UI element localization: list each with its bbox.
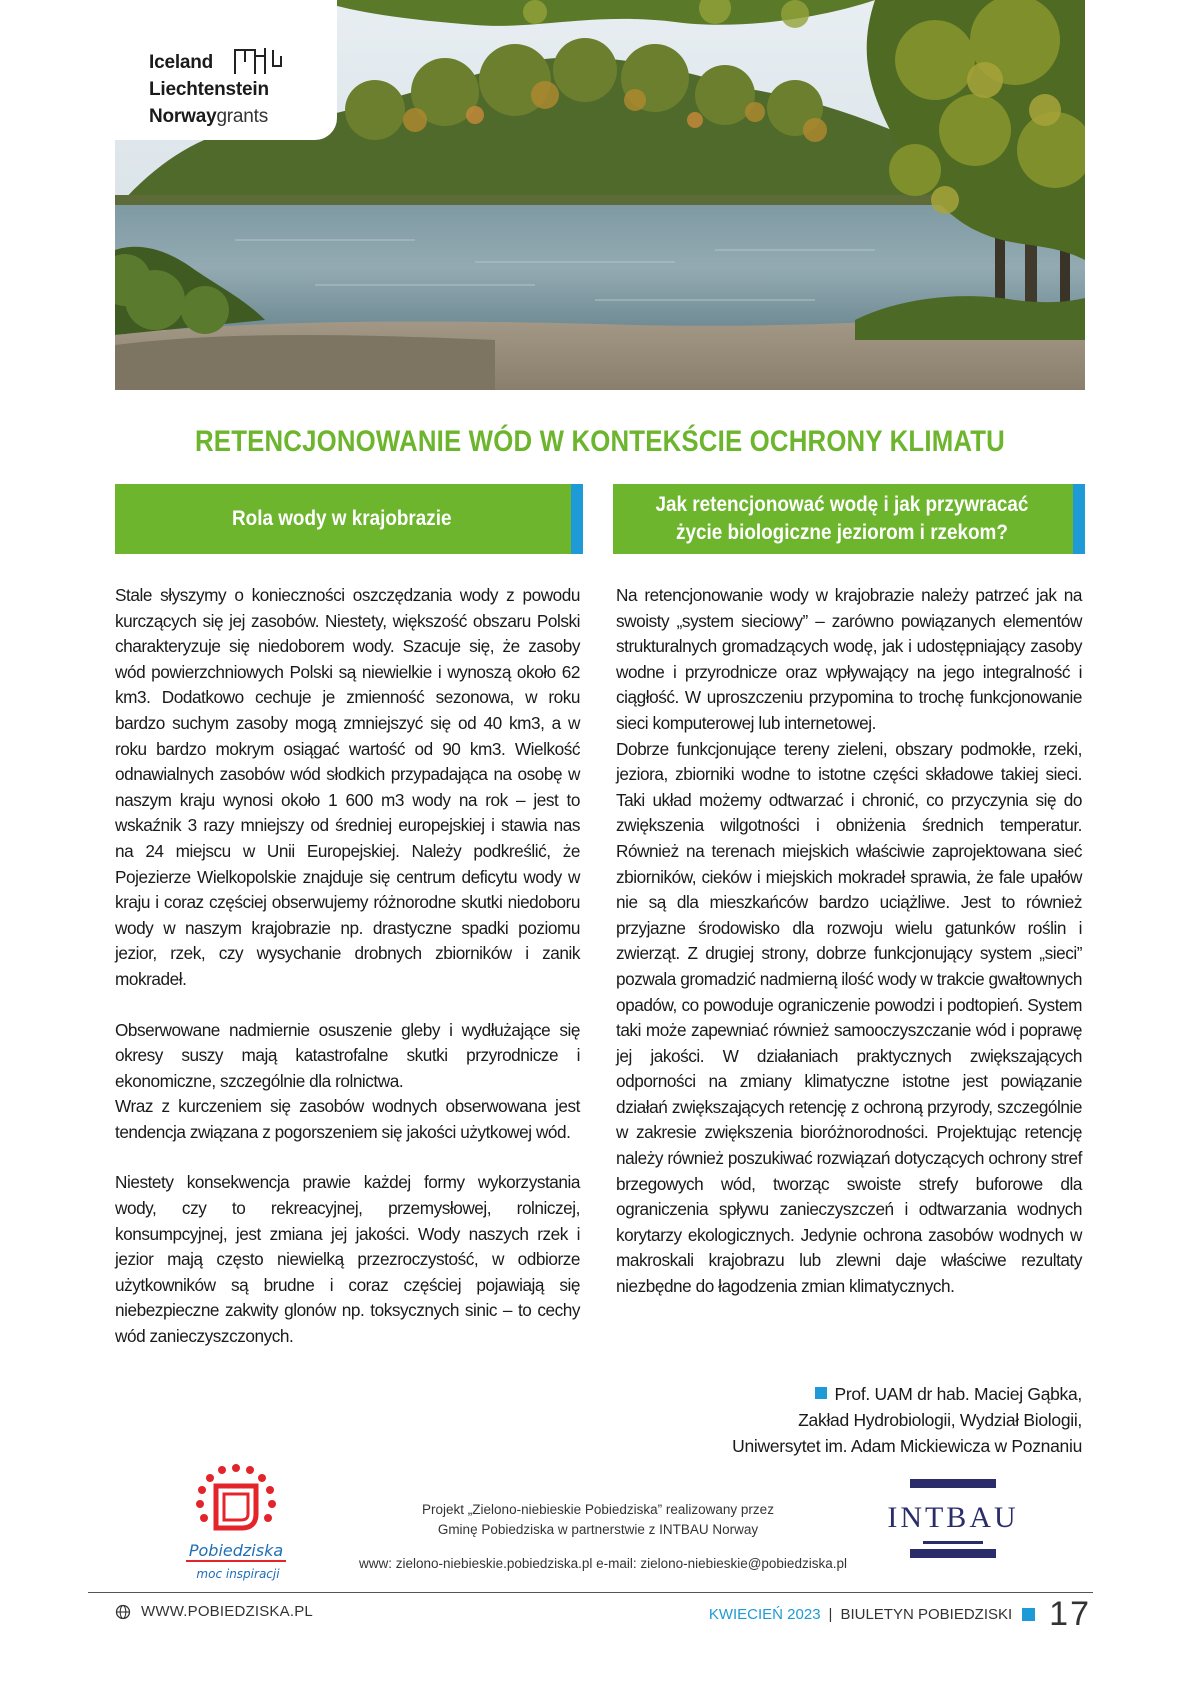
author-line-3: Uniwersytet im. Adam Mickiewicza w Poznaniu: [732, 1436, 1082, 1456]
author-line-2: Zakład Hydrobiologii, Wydział Biologii,: [798, 1410, 1082, 1430]
pobiedziska-logo-name: Pobiedziska: [188, 1541, 284, 1560]
globe-icon: [115, 1604, 131, 1620]
project-info: [388, 1500, 808, 1540]
left-paragraph-2: Obserwowane nadmiernie osuszenie gleby i wydłużające się okresy suszy mają katastrofalne skutki przyrodnicze i ekonomiczne, szczególnie dla rolnictwa.: [115, 1019, 580, 1091]
right-heading-line1: Jak retencjonować wodę i jak przywracać: [655, 493, 1029, 516]
footer-separator: |: [828, 1606, 833, 1623]
heading-accent-bar: [571, 484, 583, 554]
project-line-2: Gminę Pobiedziska w partnerstwie z INTBAU Norway: [437, 1522, 759, 1537]
right-paragraph-1: Na retencjonowanie wody w krajobrazie należy patrzeć jak na swoisty „system sieciowy” – zarówno powiązanych elementów strukturalnych gromadzących wodę, jak i udostępniający zasoby wodne i przyrodnicze oraz wpływający na jego integralność i ciągłość. W uproszczeniu przypomina to trochę funkcjonowanie sieci komputerowej lub internetowej.: [616, 585, 1082, 733]
project-contact: www: zielono-niebieskie.pobiedziska.pl e-mail: zielono-niebieskie@pobiedziska.pl: [359, 1556, 847, 1571]
right-heading-line2: życie biologiczne jeziorom i rzekom?: [675, 521, 1008, 544]
bulletin-name: BIULETYN POBIEDZISKI: [840, 1606, 1013, 1623]
intbau-emblem: [868, 1475, 1038, 1565]
left-paragraph-3: Wraz z kurczeniem się zasobów wodnych obserwowana jest tendencja związana z pogorszeniem się jakości użytkowej wód.: [115, 1096, 580, 1142]
footer-divider: [88, 1592, 1093, 1593]
footer-issue-info: [709, 1595, 1091, 1634]
heading-accent-bar: [1073, 484, 1085, 554]
page-number: 17: [1049, 1595, 1091, 1633]
eea-grants-logo: [115, 0, 337, 140]
logo-line-norway: [149, 106, 268, 128]
grants-logo-mark: [233, 46, 283, 76]
intbau-wordmark: INTBAU: [887, 1501, 1019, 1534]
pobiedziska-emblem: [176, 1462, 296, 1582]
logo-norway: Norway: [149, 106, 217, 127]
intbau-logo: [868, 1475, 1038, 1565]
left-heading-text: Rola wody w krajobrazie: [232, 507, 452, 530]
author-name: Prof. UAM dr hab. Maciej Gąbka,: [834, 1384, 1082, 1404]
left-column: [115, 583, 580, 1350]
issue-month: KWIECIEŃ 2023: [708, 1606, 821, 1623]
square-bullet-icon: [1022, 1608, 1035, 1621]
left-paragraph-1: Stale słyszymy o konieczności oszczędzania wody z powodu kurczących się jej zasobów. Niestety, większość obszaru Polski charakteryzuje się niedoborem wody. Szacuje się, że zasoby wód powierzchniowych Polski są niewielkie i wynoszą około 62 km3. Dodatkowo cechuje je zmienność sezonowa, w roku bardzo suchym zasoby mogą zmniejszyć się od 40 km3, a w roku bardzo mokrym osiągać wartość od 90 km3. Wielkość odnawialnych zasobów wód słodkich przypadająca na osobę w naszym kraju wynosi około 1 600 m3 wody na rok – jest to wskaźnik 3 razy mniejszy od średniej europejskiej i stawia nas na 24 miejscu w Unii Europejskiej. Należy podkreślić, że Pojezierze Wielkopolskie znajduje się centrum deficytu wody w kraju i coraz częściej obserwujemy różnorodne skutki niedoboru wody w naszym krajobrazie np. drastyczne spadki poziomu jezior, rzek, czy wysychanie drobnych zbiorników i zanik mokradeł.: [115, 585, 580, 989]
logo-line-liechtenstein: Liechtenstein: [149, 79, 269, 100]
section-heading-right: [613, 484, 1085, 554]
right-paragraph-2: Dobrze funkcjonujące tereny zieleni, obszary podmokłe, rzeki, jeziora, zbiorniki wodne to istotne części składowe takiej sieci. Taki układ możemy odtwarzać i chronić, co przyczynia się do zwiększenia wilgotności i obniżenia średnich temperatur. Również na terenach miejskich właściwie zaprojektowana sieć zbiorników, cieków i miejskich mokradeł sprawia, że fale upałów nie są dla mieszkańców bardzo uciążliwe. Jest to również przyjazne środowisko dla rozwoju wielu gatunków roślin i zwierząt. Z drugiej strony, dobrze funkcjonujący system „sieci” pozwala gromadzić nadmierną ilość wody w trakcie gwałtownych opadów, co powoduje ograniczenie powodzi i podtopień. System taki może zapewniać również samooczyszczanie wód i poprawę jej jakości. W działaniach praktycznych zwiększających odporności na zmiany klimatyczne istotne jest powiązanie działań zwiększających retencję z ochroną przyrody, szczególnie w zakresie zwiększenia bioróżnorodności. Projektując retencję należy również poszukiwać rozwiązań dotyczących ochrony stref brzegowych wód, tworząc swoiste strefy buforowe dla ograniczenia spływu zanieczyszczeń i odtwarzania wodnych korytarzy ekologicznych. Jedynie ochrona zasobów wodnych w makroskali krajobrazu lub zlewni daje właściwe rezultaty niezbędne do łagodzenia zmian klimatycznych.: [616, 738, 1082, 1297]
author-signature: [732, 1381, 1082, 1459]
website-link[interactable]: WWW.POBIEDZISKA.PL: [141, 1603, 313, 1620]
left-paragraph-4: Niestety konsekwencja prawie każdej formy wykorzystania wody, czy to rekreacyjnej, przemysłowej, rolniczej, konsumpcyjnej, jest zmiana jej jakości. Wody naszych rzek i jezior mają często niewielką przezroczystość, w odbiorze użytkowników są brudne i coraz częściej pojawiają się niebezpieczne zakwity glonów np. toksycznych sinic – to cechy wód zanieczyszczonych.: [115, 1172, 580, 1347]
logo-line-iceland: Iceland: [149, 52, 214, 73]
right-column: [616, 583, 1082, 1300]
right-heading-text: [646, 491, 1051, 547]
pobiedziska-tagline: moc inspiracji: [196, 1567, 280, 1581]
section-heading-left: [115, 484, 583, 554]
logo-grants: grants: [216, 106, 269, 127]
footer-website: [115, 1603, 313, 1620]
square-bullet-icon: [815, 1387, 827, 1399]
author-line-1: [732, 1381, 1082, 1407]
pobiedziska-logo: [176, 1462, 296, 1582]
article-title: RETENCJONOWANIE WÓD W KONTEKŚCIE OCHRONY KLIMATU: [195, 425, 1005, 458]
project-line-1: Projekt „Zielono-niebieskie Pobiedziska” realizowany przez: [422, 1502, 774, 1517]
